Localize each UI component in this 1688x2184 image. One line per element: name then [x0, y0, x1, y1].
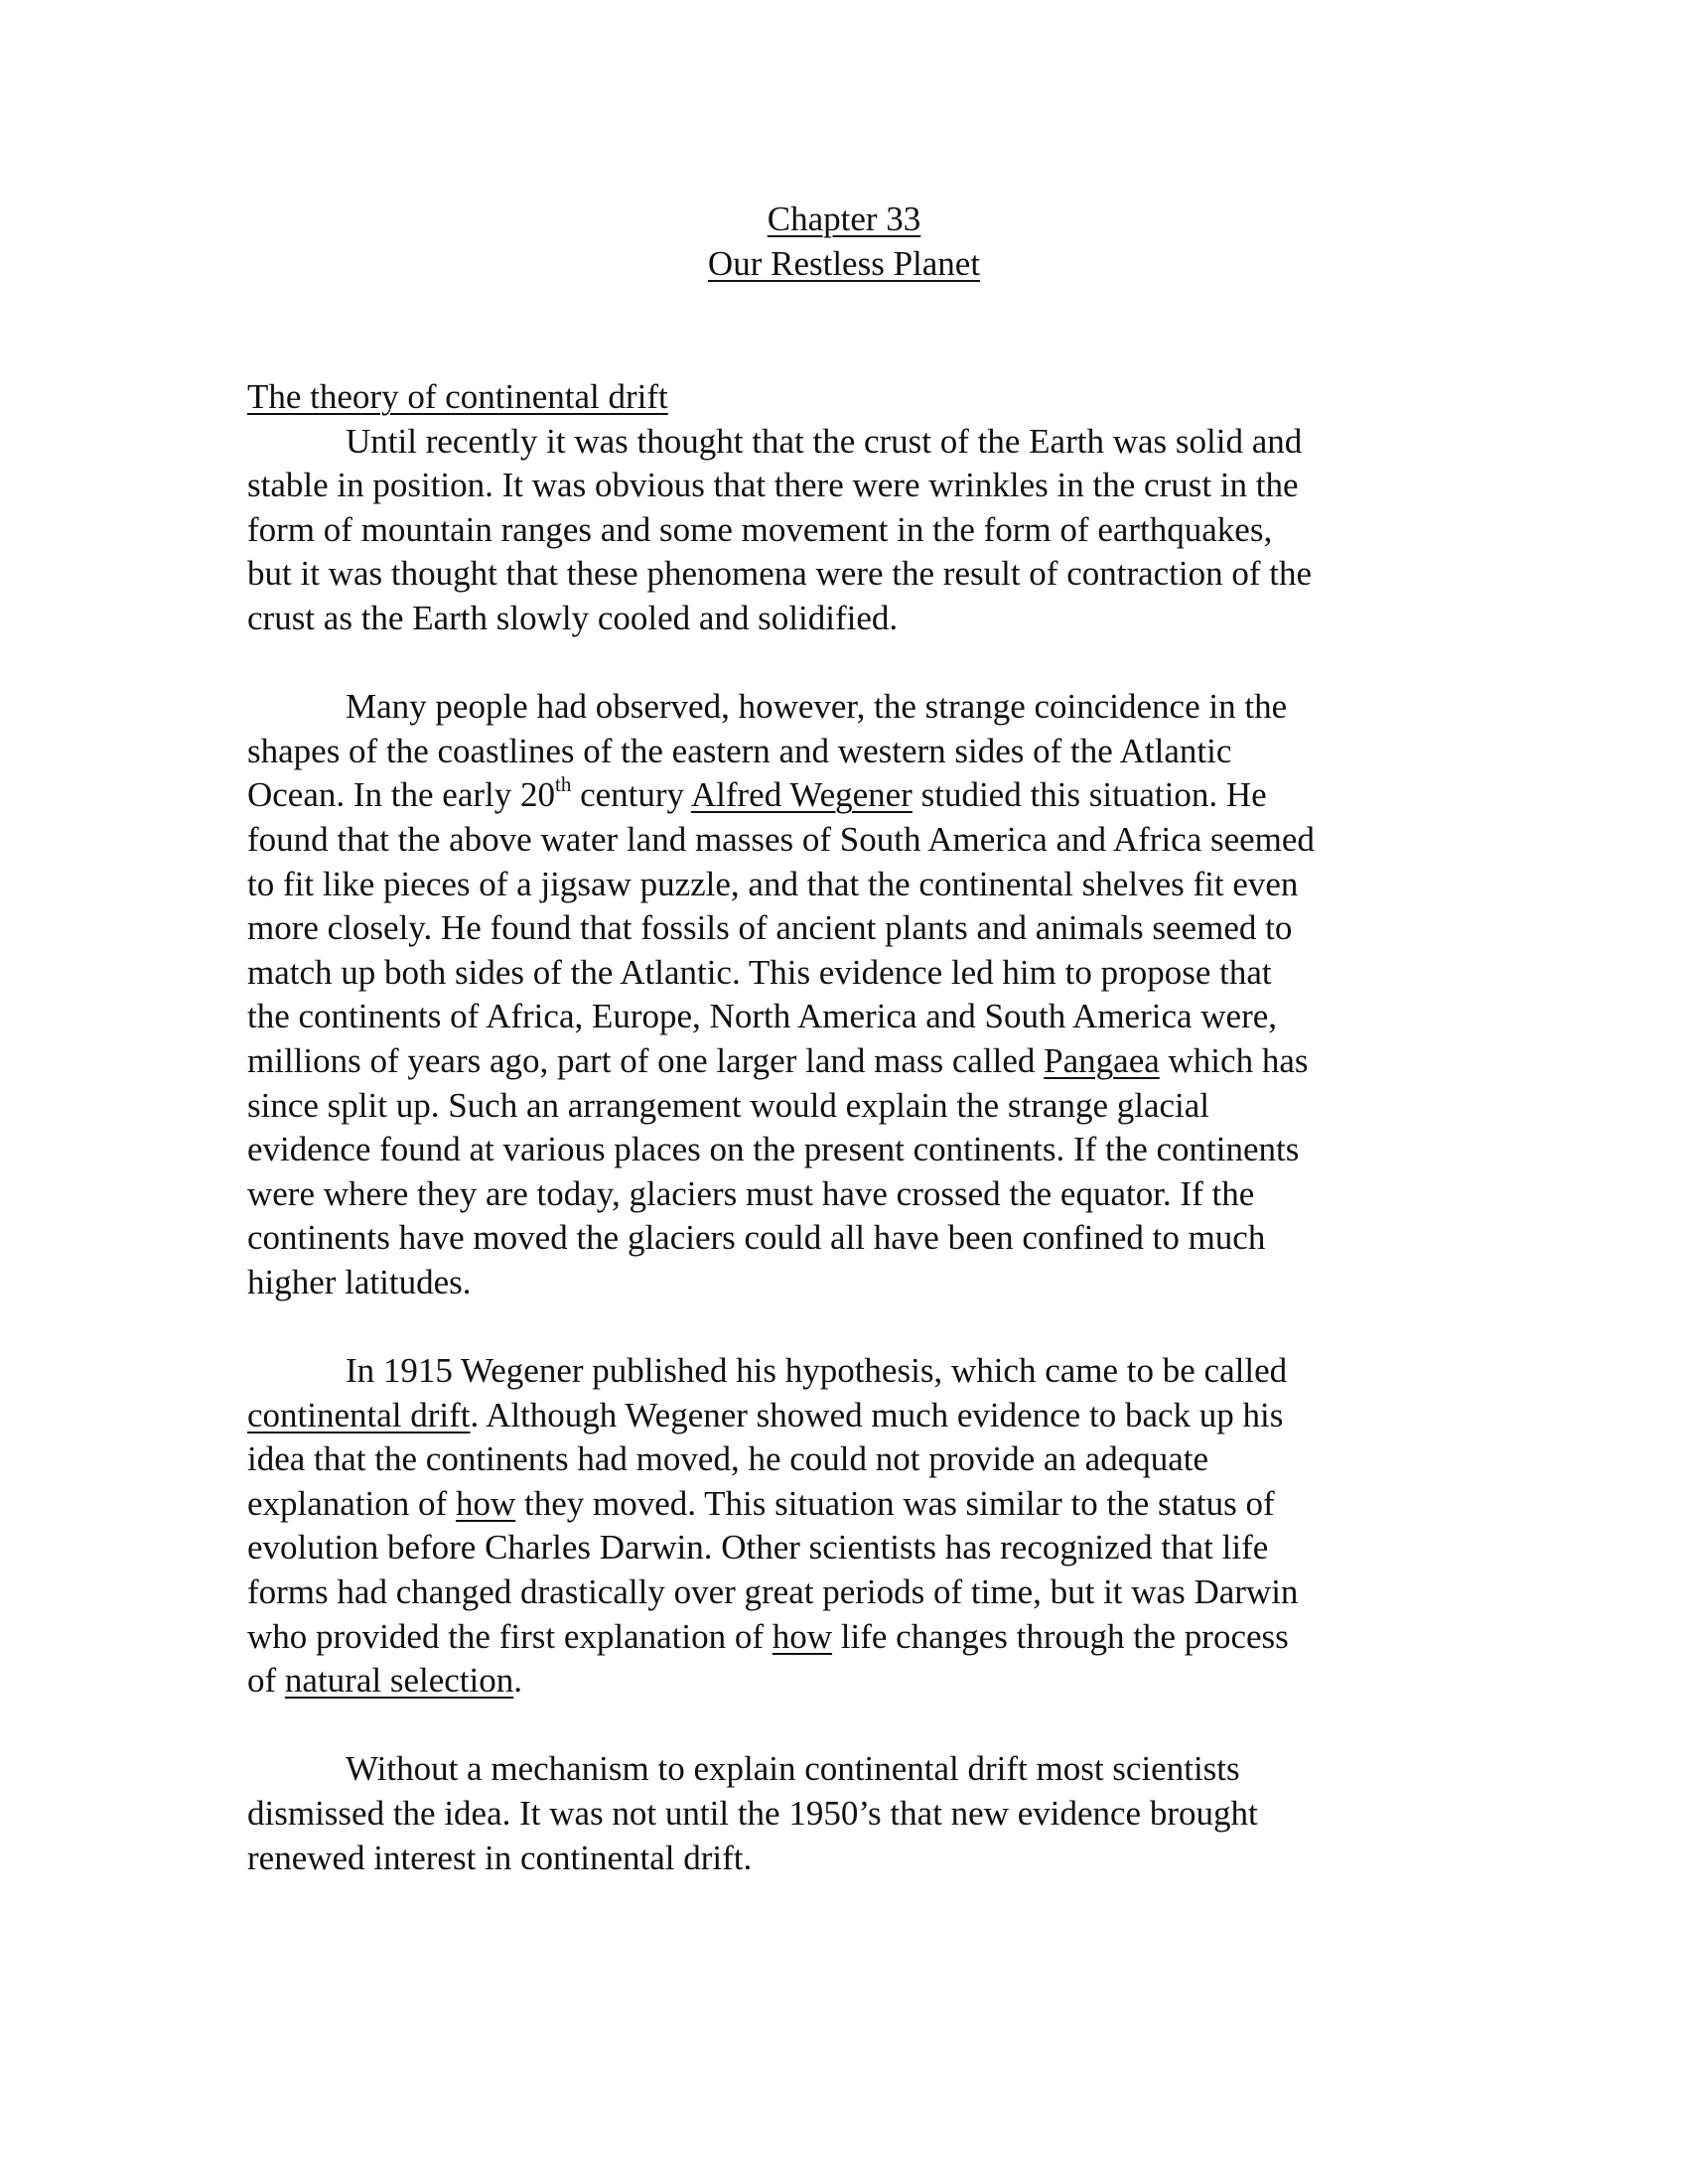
text-line: evolution before Charles Darwin. Other scientists has recognized that life	[247, 1528, 1269, 1568]
text-line: crust as the Earth slowly cooled and solidified.	[247, 598, 899, 637]
chapter-title: Our Restless Planet	[707, 244, 981, 283]
text-line: higher latitudes.	[247, 1262, 472, 1301]
text-line: idea that the continents had moved, he could not provide an adequate	[247, 1439, 1209, 1479]
text-line: more closely. He found that fossils of ancient plants and animals seemed to	[247, 908, 1293, 948]
paragraph-2	[247, 685, 1478, 1304]
text-line: explanation of how they moved. This situation was similar to the status of	[247, 1483, 1275, 1523]
underlined-term: natural selection	[284, 1661, 514, 1701]
text-line: the continents of Africa, Europe, North America and South America were,	[247, 997, 1278, 1036]
text-line: who provided the first explanation of how life changes through the process	[247, 1616, 1289, 1656]
text-line: shapes of the coastlines of the eastern and western sides of the Atlantic	[247, 731, 1232, 770]
text-line: continents have moved the glaciers could all have been confined to much	[247, 1218, 1266, 1258]
chapter-title-block	[0, 197, 1688, 286]
text-line: Until recently it was thought that the crust of the Earth was solid and	[346, 421, 1303, 461]
text-line: Ocean. In the early 20th century Alfred Wegener studied this situation. He	[247, 772, 1267, 815]
text-line: form of mountain ranges and some movement in the form of earthquakes,	[247, 509, 1273, 549]
text-line: to fit like pieces of a jigsaw puzzle, and that the continental shelves fit even	[247, 864, 1299, 903]
text-line: Without a mechanism to explain continental drift most scientists	[346, 1749, 1240, 1789]
text-line: stable in position. It was obvious that there were wrinkles in the crust in the	[247, 466, 1299, 505]
text-line: dismissed the idea. It was not until the 1950’s that new evidence brought	[247, 1794, 1258, 1833]
paragraph-4	[247, 1747, 1478, 1880]
text-line: renewed interest in continental drift.	[247, 1838, 753, 1877]
text-line: forms had changed drastically over great periods of time, but it was Darwin	[247, 1572, 1299, 1612]
paragraph-gap	[247, 1304, 1478, 1349]
text-line: were where they are today, glaciers must have crossed the equator. If the	[247, 1173, 1255, 1213]
paragraph-1	[247, 420, 1478, 641]
chapter-number: Chapter 33	[767, 200, 921, 238]
paragraph-gap	[247, 1704, 1478, 1748]
text-line: millions of years ago, part of one larger land mass called Pangaea which has	[247, 1040, 1309, 1080]
section-heading: The theory of continental drift	[247, 377, 668, 416]
text-line: In 1915 Wegener published his hypothesis, which came to be called	[346, 1351, 1288, 1391]
text-line: match up both sides of the Atlantic. This evidence led him to propose that	[247, 952, 1272, 992]
text-line: but it was thought that these phenomena were the result of contraction of the	[247, 554, 1313, 594]
superscript: th	[555, 772, 572, 797]
underlined-term: Alfred Wegener	[690, 775, 913, 815]
paragraph-gap	[247, 641, 1478, 686]
underlined-term: continental drift	[247, 1395, 471, 1434]
underlined-term: how	[455, 1483, 516, 1523]
text-line: found that the above water land masses of South America and Africa seemed	[247, 819, 1315, 859]
text-line: of natural selection.	[247, 1661, 522, 1701]
text-line: evidence found at various places on the present continents. If the continents	[247, 1130, 1300, 1169]
underlined-term: how	[772, 1616, 833, 1656]
text-line: continental drift. Although Wegener showed much evidence to back up his	[247, 1395, 1284, 1434]
body-text	[247, 375, 1478, 1880]
text-line: Many people had observed, however, the strange coincidence in the	[346, 687, 1288, 727]
paragraph-3	[247, 1349, 1478, 1704]
underlined-term: Pangaea	[1044, 1040, 1160, 1080]
text-line: since split up. Such an arrangement would explain the strange glacial	[247, 1085, 1210, 1125]
